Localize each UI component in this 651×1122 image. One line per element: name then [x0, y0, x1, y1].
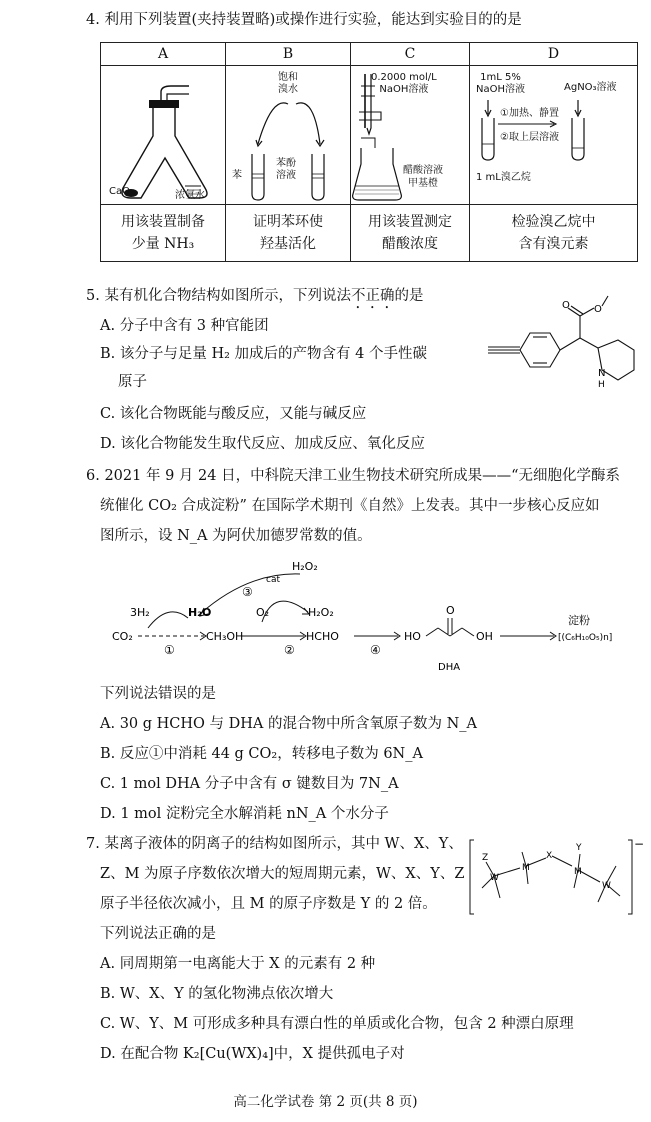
- label-step2: ②取上层溶液: [500, 132, 559, 143]
- hcho-label: HCHO: [306, 630, 339, 643]
- q6-option-c: C. 1 mol DHA 分子中含有 σ 键数目为 7N_A: [100, 776, 399, 792]
- q7-option-d: D. 在配合物 K₂[Cu(WX)₄]中，X 提供孤电子对: [100, 1046, 405, 1062]
- apparatus-a: [101, 66, 226, 205]
- w-atom-label-2: W: [602, 881, 611, 891]
- step4-label: ④: [370, 643, 381, 657]
- q4-stem: 4. 利用下列装置(夹持装置略)或操作进行实验，能达到实验目的的是: [86, 12, 522, 28]
- q5-option-b: B. 该分子与足量 H₂ 加成后的产物含有 4 个手性碳: [100, 346, 427, 362]
- label-naoh-5pct: 1mL 5% NaOH溶液: [476, 72, 525, 95]
- q6-option-d: D. 1 mol 淀粉完全水解消耗 nN_A 个水分子: [100, 806, 389, 822]
- oh-label: OH: [476, 630, 493, 643]
- ketone-o-label: O: [446, 604, 455, 617]
- y-tube-apparatus-icon: [101, 66, 225, 204]
- header-a: A: [101, 43, 226, 66]
- step1-label: ①: [164, 643, 175, 657]
- anion-structure-icon: [468, 836, 644, 918]
- q5-stem-emphasis: 不正确: [350, 288, 395, 304]
- starch-formula-label: [(C₆H₁₀O₅)n]: [558, 633, 613, 643]
- methanol-label: CH₃OH: [206, 630, 244, 643]
- w-atom-label: W: [490, 873, 499, 883]
- o2-label: O₂: [256, 606, 270, 619]
- q6-line1: 6. 2021 年 9 月 24 日，中科院天津工业生物技术研究所成果——“无细胞化学酶系: [86, 468, 620, 484]
- label-phenol: 苯酚 溶液: [276, 158, 296, 181]
- label-ammonia: 浓氨水: [175, 190, 205, 201]
- q7-option-b: B. W、X、Y 的氢化物沸点依次增大: [100, 986, 334, 1002]
- q5-stem-a: 5. 某有机化合物结构如图所示，下列说法: [86, 288, 351, 304]
- ho-label: HO: [404, 630, 421, 643]
- starch-label: 淀粉: [568, 614, 590, 627]
- q7-line3: 原子半径依次减小，且 M 的原子序数是 Y 的 2 倍。: [100, 896, 437, 912]
- label-cao: CaO: [109, 186, 130, 197]
- h2-label: 3H₂: [130, 606, 150, 619]
- q6-option-b: B. 反应①中消耗 44 g CO₂，转移电子数为 6N_A: [100, 746, 423, 762]
- y-atom-label: Y: [576, 843, 582, 853]
- cat-label: cat: [266, 575, 280, 585]
- q7-option-a: A. 同周期第一电离能大于 X 的元素有 2 种: [100, 956, 376, 972]
- h2o2-mid-label: H₂O₂: [308, 606, 334, 619]
- q7-option-c: C. W、Y、M 可形成多种具有漂白性的单质或化合物，包含 2 种漂白原理: [100, 1016, 574, 1032]
- header-d: D: [470, 43, 638, 66]
- desc-b: 证明苯环使 羟基活化: [226, 205, 351, 262]
- q5-stem: [86, 286, 423, 312]
- z-atom-label: Z: [482, 853, 489, 863]
- q6-line3: 图所示，设 N_A 为阿伏加德罗常数的值。: [100, 528, 372, 544]
- m-atom-label: M: [522, 863, 530, 873]
- desc-d: 检验溴乙烷中 含有溴元素: [470, 205, 638, 262]
- q7-line2: Z、M 为原子序数依次增大的短周期元素，W、X、Y、Z: [100, 866, 465, 882]
- charge-label: −: [634, 837, 644, 851]
- label-acid: 醋酸溶液 甲基橙: [403, 165, 443, 189]
- header-b: B: [226, 43, 351, 66]
- step3-label: ③: [242, 585, 253, 599]
- amine-h-label: H: [598, 380, 605, 388]
- apparatus-d: [470, 66, 638, 205]
- q6-ask: 下列说法错误的是: [100, 686, 216, 702]
- reaction-scheme-icon: [108, 552, 628, 680]
- label-step1: ①加热、静置: [500, 108, 559, 119]
- q6-line2: 统催化 CO₂ 合成淀粉” 在国际学术期刊《自然》上发表。其中一步核心反应如: [100, 498, 600, 514]
- co2-label: CO₂: [112, 630, 133, 643]
- ester-o-label: O: [594, 304, 602, 315]
- q7-ask: 下列说法正确的是: [100, 926, 216, 942]
- m-atom-label-2: M: [574, 867, 582, 877]
- step2-label: ②: [284, 643, 295, 657]
- experiment-table: [100, 42, 638, 262]
- label-naoh: 0.2000 mol/L NaOH溶液: [371, 72, 437, 95]
- desc-c: 用该装置测定 醋酸浓度: [351, 205, 470, 262]
- apparatus-b: [226, 66, 351, 205]
- x-atom-label: X: [546, 851, 553, 861]
- organic-structure-icon: [484, 288, 644, 388]
- header-c: C: [351, 43, 470, 66]
- q5-option-c: C. 该化合物既能与酸反应，又能与碱反应: [100, 406, 367, 422]
- carbonyl-o-label: O: [562, 300, 570, 311]
- label-bromine-water: 饱和 溴水: [278, 72, 298, 95]
- amine-n-label: N: [598, 368, 606, 379]
- apparatus-c: [351, 66, 470, 205]
- label-bromoethane: 1 mL溴乙烷: [476, 172, 531, 183]
- q5-option-d: D. 该化合物能发生取代反应、加成反应、氧化反应: [100, 436, 425, 452]
- q5-option-b-cont: 原子: [118, 374, 147, 390]
- q5-stem-b: 的是: [394, 288, 424, 304]
- page-footer: 高二化学试卷 第 2 页(共 8 页): [233, 1094, 418, 1110]
- label-agno3: AgNO₃溶液: [564, 82, 617, 93]
- h2o-label: H₂O: [188, 606, 212, 619]
- h2o2-top-label: H₂O₂: [292, 560, 318, 573]
- q7-line1: 7. 某离子液体的阴离子的结构如图所示，其中 W、X、Y、: [86, 836, 463, 852]
- q5-option-a: A. 分子中含有 3 种官能团: [100, 318, 269, 334]
- q6-option-a: A. 30 g HCHO 与 DHA 的混合物中所含氧原子数为 N_A: [100, 716, 477, 732]
- desc-a: 用该装置制备 少量 NH₃: [101, 205, 226, 262]
- label-benzene: 苯: [232, 170, 242, 181]
- dha-label: DHA: [438, 662, 461, 673]
